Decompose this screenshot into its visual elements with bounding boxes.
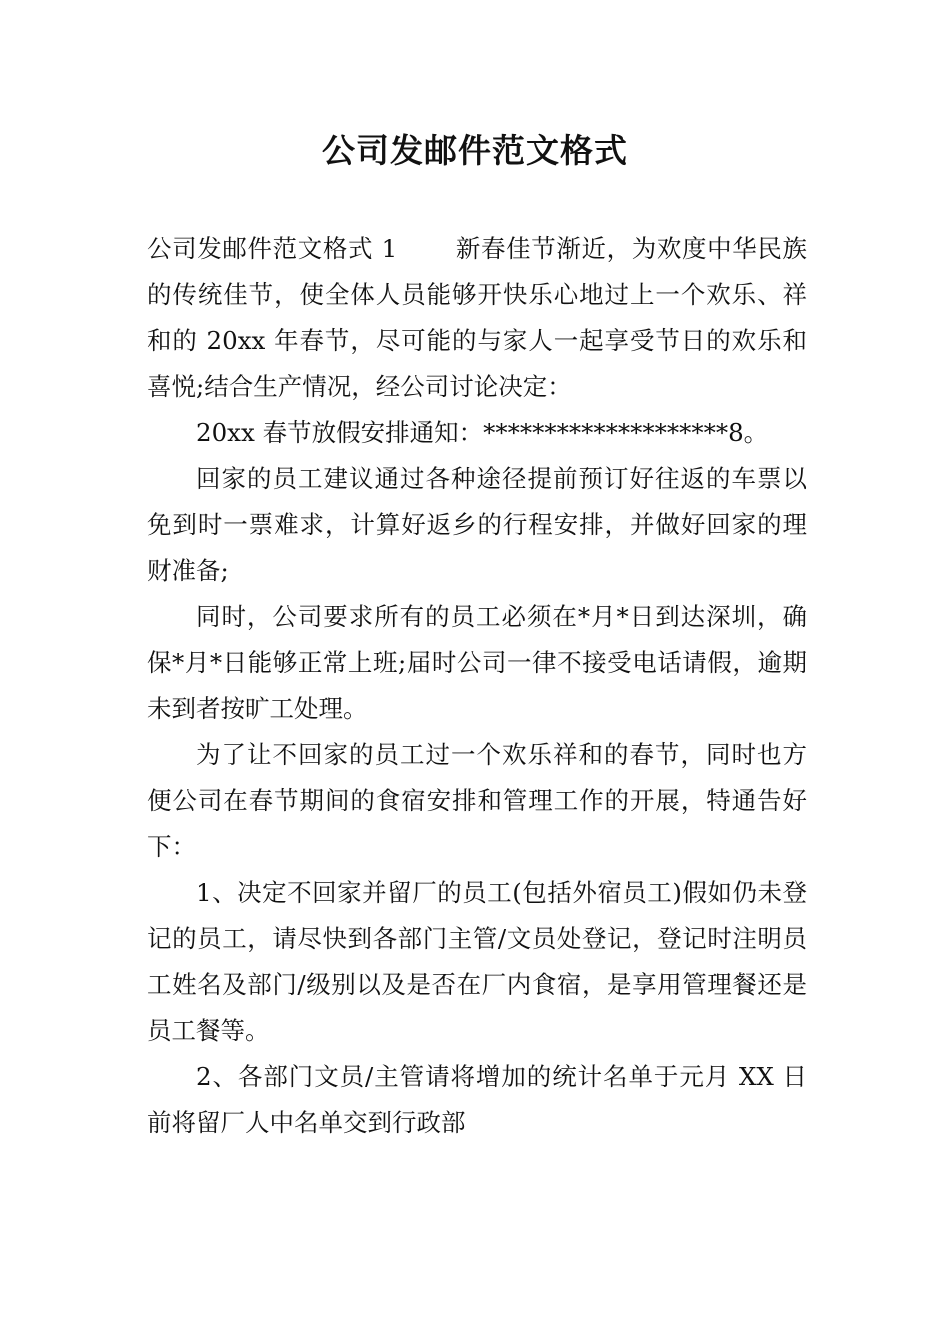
document-title: 公司发邮件范文格式 bbox=[322, 131, 628, 170]
travel-advice-paragraph: 回家的员工建议通过各种途径提前预订好往返的车票以免到时一票难求，计算好返乡的行程安排，并做好回家的理财准备; bbox=[147, 464, 807, 585]
intro-paragraph bbox=[147, 226, 807, 410]
item-1-paragraph: 1、决定不回家并留厂的员工(包括外宿员工)假如仍未登记的员工，请尽快到各部门主管/文员处登记，登记时注明员工姓名及部门/级别以及是否在厂内食宿，是享用管理餐还是员工餐等。 bbox=[147, 878, 807, 1045]
holiday-notice-paragraph: 20xx 春节放假安排通知：********************8。 bbox=[196, 418, 769, 447]
paragraph-text: 新春佳节渐近，为欢度中华民族的传统佳节，使全体人员能够开快乐心地过上一个欢乐、祥和的 20xx 年春节，尽可能的与家人一起享受节日的欢乐和喜悦;结合生产情况，经公司讨论决定： bbox=[147, 234, 808, 401]
return-requirement-paragraph: 同时，公司要求所有的员工必须在*月*日到达深圳，确保*月*日能够正常上班;届时公司一律不接受电话请假，逾期未到者按旷工处理。 bbox=[147, 602, 807, 723]
document-body bbox=[147, 226, 807, 1146]
item-2-paragraph: 2、各部门文员/主管请将增加的统计名单于元月 XX 日前将留厂人中名单交到行政部 bbox=[147, 1062, 807, 1137]
inline-heading: 公司发邮件范文格式 1 bbox=[147, 234, 398, 263]
staying-staff-paragraph: 为了让不回家的员工过一个欢乐祥和的春节，同时也方便公司在春节期间的食宿安排和管理工作的开展，特通告好下： bbox=[147, 740, 807, 861]
